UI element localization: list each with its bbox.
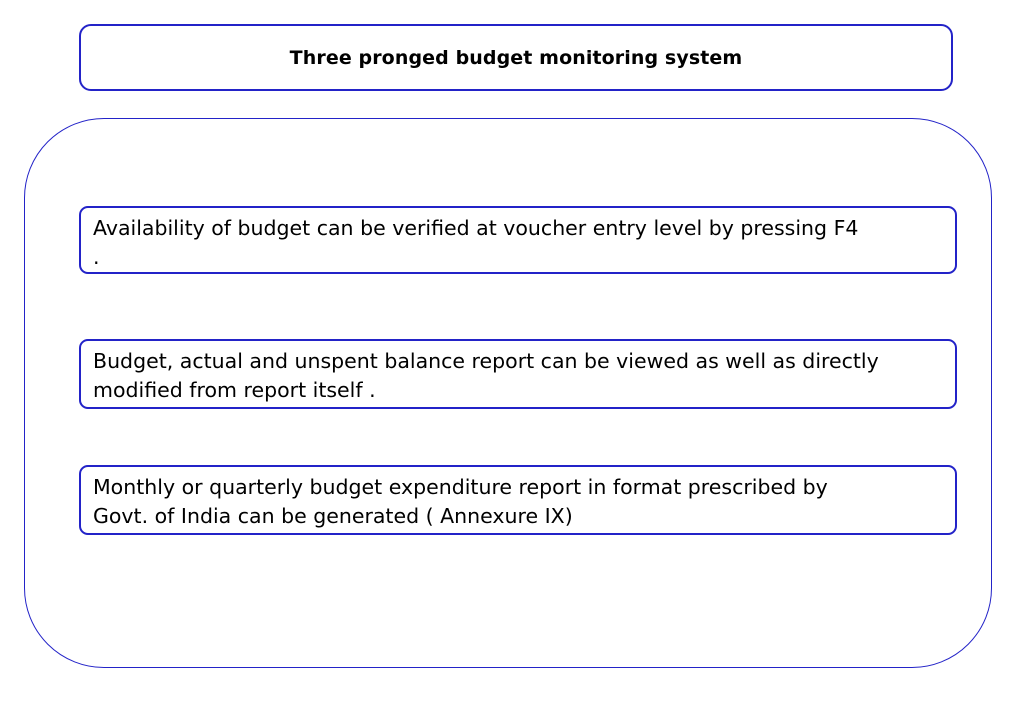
point-box-expenditure-report — [79, 465, 957, 535]
point-text-line: . — [93, 245, 100, 269]
point-box-budget-report — [79, 339, 957, 409]
point-box-availability — [79, 206, 957, 274]
point-text-line: Budget, actual and unspent balance report can be viewed as well as directly — [93, 349, 879, 373]
title-box — [79, 24, 953, 91]
page-title: Three pronged budget monitoring system — [289, 46, 743, 69]
point-text-line: Monthly or quarterly budget expenditure report in format prescribed by — [93, 475, 828, 499]
point-text-line: Availability of budget can be verified at voucher entry level by pressing F4 — [93, 216, 859, 240]
point-text-line: modified from report itself . — [93, 378, 376, 402]
point-text-line: Govt. of India can be generated ( Annexure IX) — [93, 504, 573, 528]
